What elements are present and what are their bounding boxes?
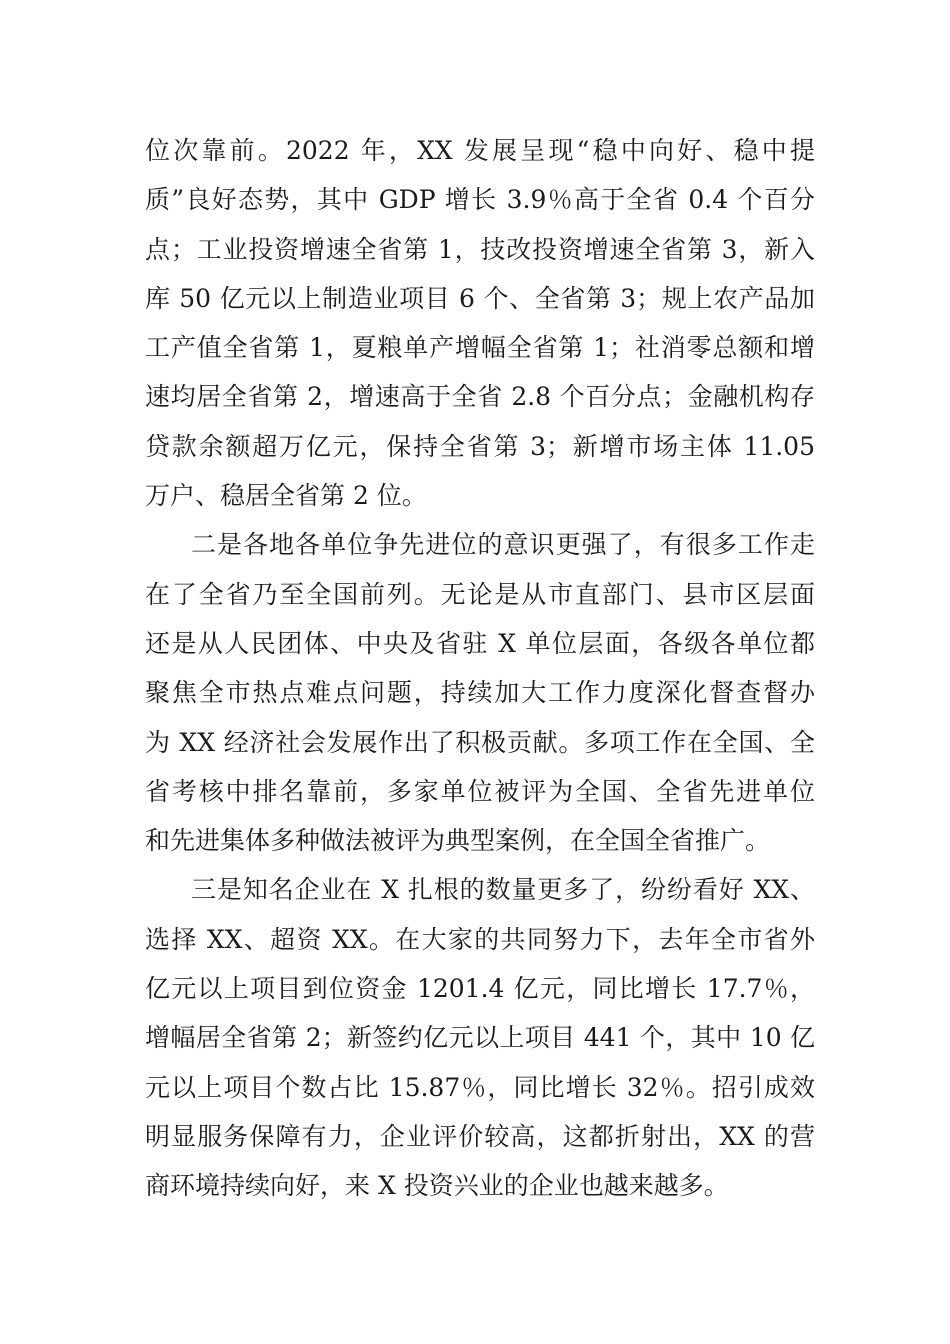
text-line: 元以上项目个数占比 15.87％，同比增长 32％。招引成效 bbox=[145, 1072, 815, 1102]
text-line: 和先进集体多种做法被评为典型案例，在全国全省推广。 bbox=[145, 826, 771, 856]
text-line: 亿元以上项目到位资金 1201.4 亿元，同比增长 17.7％， bbox=[145, 974, 815, 1004]
text-line: 工产值全省第 1，夏粮单产增幅全省第 1；社消零总额和增 bbox=[145, 333, 815, 363]
text-line: 还是从人民团体、中央及省驻 X 单位层面，各级各单位都 bbox=[145, 628, 815, 658]
text-line: 在了全省乃至全国前列。无论是从市直部门、县市区层面 bbox=[145, 579, 815, 609]
text-line: 三是知名企业在 X 扎根的数量更多了，纷纷看好 XX、 bbox=[191, 875, 815, 905]
text-line: 速均居全省第 2，增速高于全省 2.8 个百分点；金融机构存 bbox=[145, 382, 815, 412]
text-line: 贷款余额超万亿元，保持全省第 3；新增市场主体 11.05 bbox=[145, 431, 815, 461]
paragraph-1 bbox=[145, 126, 815, 520]
text-line: 明显服务保障有力，企业评价较高，这都折射出，XX 的营 bbox=[145, 1121, 815, 1151]
text-line: 商环境持续向好，来 X 投资兴业的企业也越来越多。 bbox=[145, 1171, 729, 1201]
text-line: 省考核中排名靠前，多家单位被评为全国、全省先进单位 bbox=[145, 776, 815, 806]
text-line: 聚焦全市热点难点问题，持续加大工作力度深化督查督办 bbox=[145, 678, 815, 708]
paragraph-2 bbox=[145, 520, 815, 865]
text-line: 二是各地各单位争先进位的意识更强了，有很多工作走 bbox=[191, 530, 815, 560]
text-line: 增幅居全省第 2；新签约亿元以上项目 441 个，其中 10 亿 bbox=[145, 1023, 815, 1053]
text-line: 选择 XX、超资 XX。在大家的共同努力下，去年全市省外 bbox=[145, 924, 815, 954]
paragraph-3 bbox=[145, 865, 815, 1210]
text-line: 质”良好态势，其中 GDP 增长 3.9％高于全省 0.4 个百分 bbox=[145, 185, 815, 215]
body-text bbox=[145, 126, 815, 1211]
text-line: 位次靠前。2022 年，XX 发展呈现“稳中向好、稳中提 bbox=[145, 136, 815, 165]
text-line: 为 XX 经济社会发展作出了积极贡献。多项工作在全国、全 bbox=[145, 727, 815, 757]
text-line: 点；工业投资增速全省第 1，技改投资增速全省第 3，新入 bbox=[145, 234, 815, 264]
text-line: 万户、稳居全省第 2 位。 bbox=[145, 481, 427, 511]
text-line: 库 50 亿元以上制造业项目 6 个、全省第 3；规上农产品加 bbox=[145, 283, 815, 313]
